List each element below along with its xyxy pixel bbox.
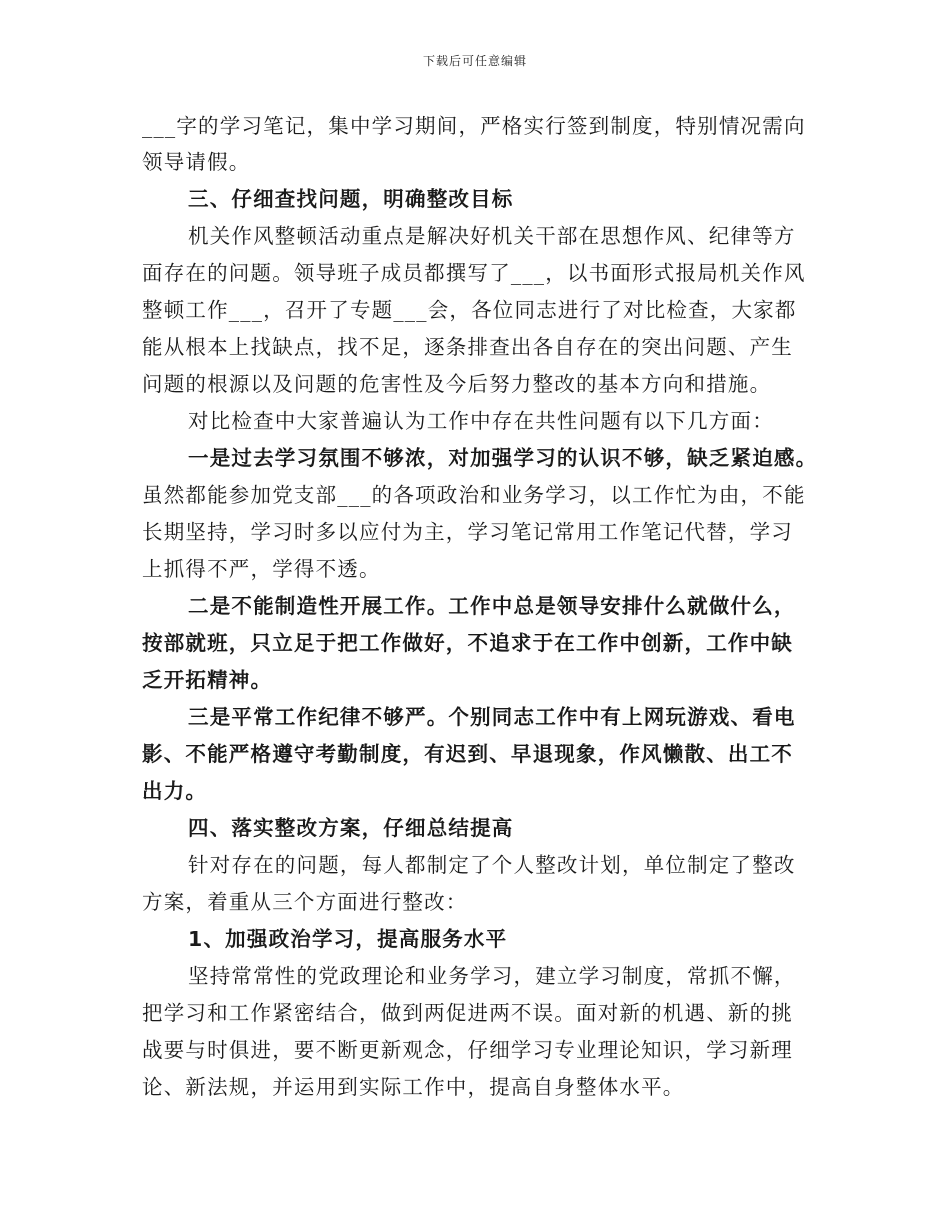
text-line: 虽然都能参加党支部___的各项政治和业务学习，以工作忙为由，不能 xyxy=(142,483,806,507)
text-line: 论、新法规，并运用到实际工作中，提高自身整体水平。 xyxy=(142,1075,685,1099)
section-heading: 三、仔细查找问题，明确整改目标 xyxy=(188,187,514,211)
text-line: 方案，着重从三个方面进行整改： xyxy=(142,890,468,914)
text-line: 领导请假。 xyxy=(142,150,251,174)
page-header: 下载后可任意编辑 xyxy=(422,54,527,68)
text-line: 上抓得不严，学得不透。 xyxy=(142,557,381,581)
text-line: 把学习和工作紧密结合，做到两促进两不误。面对新的机遇、新的挑 xyxy=(142,1001,793,1025)
point-heading: 一是过去学习氛围不够浓，对加强学习的认识不够，缺乏紧迫感。 xyxy=(188,446,818,470)
text-line: 坚持常常性的党政理论和业务学习，建立学习制度，常抓不懈， xyxy=(188,964,796,988)
text-line: 长期坚持，学习时多以应付为主，学习笔记常用工作笔记代替，学习 xyxy=(142,520,793,544)
text-line-bold: 乏开拓精神。 xyxy=(142,668,273,692)
text-line-bold: 按部就班，只立足于把工作做好，不追求于在工作中创新，工作中缺 xyxy=(142,631,793,655)
text-line: 整顿工作___，召开了专题___会，各位同志进行了对比检查，大家都 xyxy=(142,298,797,322)
text-line: 问题的根源以及问题的危害性及今后努力整改的基本方向和措施。 xyxy=(142,372,772,396)
subsection-heading: 1、加强政治学习，提高服务水平 xyxy=(188,927,508,951)
section-heading: 四、落实整改方案，仔细总结提高 xyxy=(188,816,514,840)
text-line: 针对存在的问题，每人都制定了个人整改计划，单位制定了整改 xyxy=(188,853,796,877)
text-line-bold: 出力。 xyxy=(142,779,208,803)
text-line: 对比检查中大家普遍认为工作中存在共性问题有以下几方面： xyxy=(188,409,774,433)
text-line: 能从根本上找缺点，找不足，逐条排查出各自存在的突出问题、产生 xyxy=(142,335,793,359)
point-heading: 三是平常工作纪律不够严。个别同志工作中有上网玩游戏、看电 xyxy=(188,705,796,729)
text-line-bold: 影、不能严格遵守考勤制度，有迟到、早退现象，作风懒散、出工不 xyxy=(142,742,793,766)
text-line: 战要与时俱进，要不断更新观念，仔细学习专业理论知识，学习新理 xyxy=(142,1038,793,1062)
text-line: 面存在的问题。领导班子成员都撰写了___，以书面形式报局机关作风 xyxy=(142,261,806,285)
text-line: 机关作风整顿活动重点是解决好机关干部在思想作风、纪律等方 xyxy=(188,224,796,248)
text-line: ___字的学习笔记，集中学习期间，严格实行签到制度，特别情况需向 xyxy=(142,114,806,138)
point-heading: 二是不能制造性开展工作。工作中总是领导安排什么就做什么， xyxy=(188,594,796,618)
